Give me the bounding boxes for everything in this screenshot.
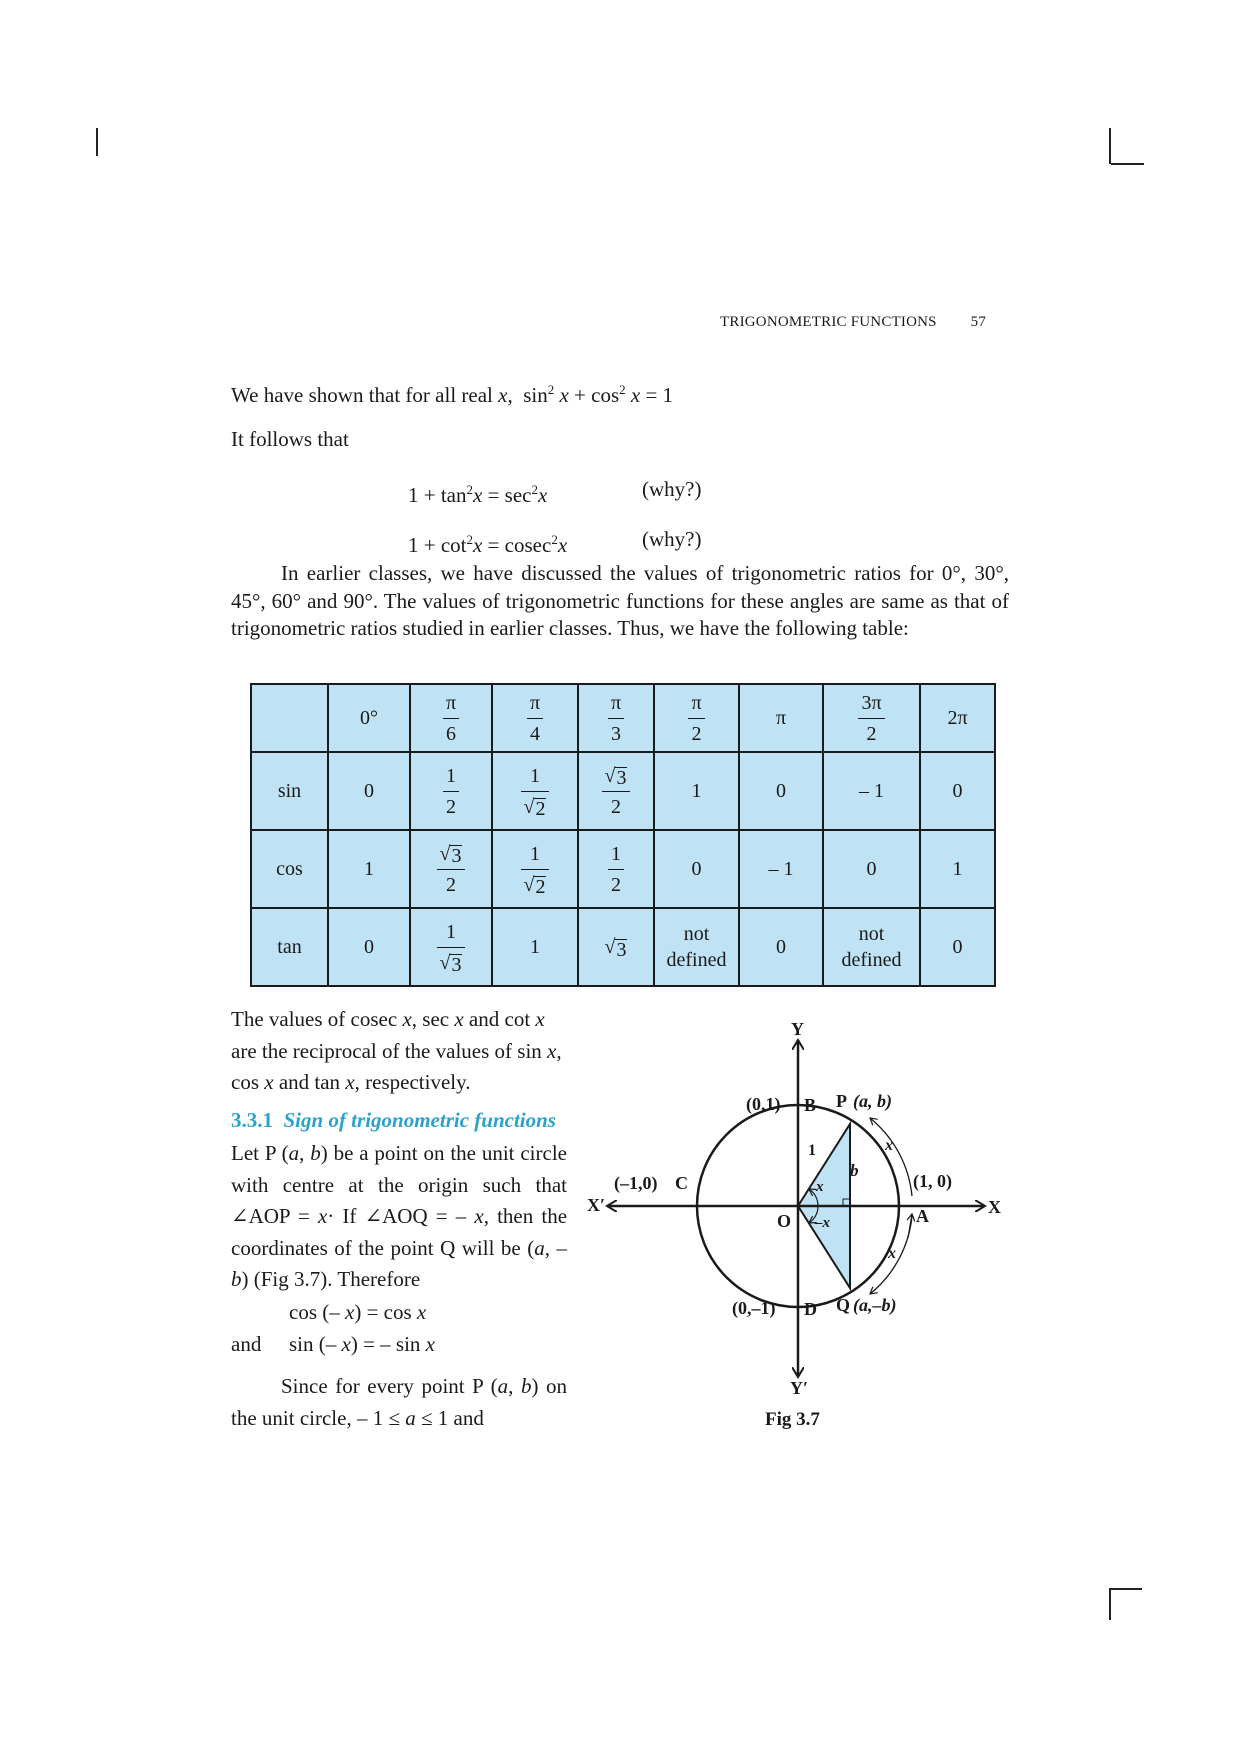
label-y-prime: Y′ — [790, 1378, 809, 1398]
cell-cos-0: 1 — [328, 830, 410, 908]
cell-cos-3pi2: 0 — [823, 830, 920, 908]
table-row-header — [251, 684, 995, 752]
label-x-prime: X′ — [587, 1195, 606, 1215]
cell-sin-pi3: √ 3 2 — [578, 752, 654, 830]
cell-tan-pi4: 1 — [492, 908, 578, 986]
and-label: and — [231, 1332, 262, 1356]
label-y: Y — [791, 1019, 804, 1039]
cell-cos-pi2: 0 — [654, 830, 739, 908]
crop-mark-top-right-horizontal — [1111, 163, 1144, 165]
cell-sin-0: 0 — [328, 752, 410, 830]
cell-cos-pi3: $\frac{1}{2}$ — [578, 830, 654, 908]
cell-header-pi3: $\frac{\pi}{3}$ — [578, 684, 654, 752]
table-row-cos — [251, 830, 995, 908]
label-q-coord: (a,–b) — [853, 1295, 897, 1315]
label-side-b: b — [850, 1161, 859, 1180]
cell-sin-pi4: 1 √ 2 — [492, 752, 578, 830]
cell-cos-pi4: 1 √ 2 — [492, 830, 578, 908]
trig-values-table — [250, 683, 996, 987]
cell-tan-pi: 0 — [739, 908, 823, 986]
cell-tan-pi3: √ 3 — [578, 908, 654, 986]
label-q: Q — [836, 1295, 851, 1315]
cell-sin-3pi2: – 1 — [823, 752, 920, 830]
label-a: A — [916, 1206, 929, 1226]
label-c: C — [675, 1173, 688, 1193]
page-number: 57 — [970, 314, 987, 330]
crop-mark-top-right-vertical — [1109, 128, 1111, 164]
cell-cos-pi: – 1 — [739, 830, 823, 908]
running-header — [720, 314, 986, 331]
cell-header-pi4: $\frac{\pi}{4}$ — [492, 684, 578, 752]
identity-tan-sec: $1 + \tan^2x = \sec^2x$ — [408, 482, 548, 507]
follows-line: It follows that — [231, 427, 349, 451]
since-paragraph: Since for every point P (a, b) on the unit circle, – 1 ≤ a ≤ 1 and — [231, 1374, 568, 1430]
label-angle-x: x — [816, 1179, 824, 1195]
label-b-coord: (0,1) — [746, 1094, 781, 1114]
cell-tan-0: 0 — [328, 908, 410, 986]
figure-caption: Fig 3.7 — [765, 1409, 820, 1430]
outer-arc-upper — [870, 1118, 912, 1196]
cell-header-0: 0° — [328, 684, 410, 752]
row-label-cos: cos — [251, 830, 328, 908]
cell-corner — [251, 684, 328, 752]
reciprocal-paragraph: The values of cosec x, sec x and cot x are the reciprocal of the values of sin x, cos x and tan x, respectively. — [231, 1007, 562, 1094]
unit-circle-figure — [580, 1005, 1020, 1475]
cell-sin-2pi: 0 — [920, 752, 995, 830]
table-row-sin — [251, 752, 995, 830]
identity-cot-cosec: $1 + \cot^2x = cosec^2x$ — [408, 532, 568, 557]
cell-sin-pi2: 1 — [654, 752, 739, 830]
label-d: D — [804, 1299, 817, 1319]
row-label-sin: sin — [251, 752, 328, 830]
cell-cos-2pi: 1 — [920, 830, 995, 908]
table-row-tan — [251, 908, 995, 986]
cell-sin-pi: 0 — [739, 752, 823, 830]
row-label-tan: tan — [251, 908, 328, 986]
section-body: Let P (a, b) be a point on the unit circle with centre at the origin such that ∠AOP = x· If ∠AOQ = – x, then the coordinates of the point Q will be (a, –b) (Fig 3.7). Therefore — [231, 1141, 568, 1291]
cell-header-3pi2: $\frac{3\pi}{2}$ — [823, 684, 920, 752]
label-d-coord: (0,–1) — [732, 1298, 776, 1318]
label-p-coord: (a, b) — [853, 1091, 892, 1111]
label-arc-x-upper: x — [885, 1137, 893, 1154]
label-a-coord: (1, 0) — [913, 1171, 952, 1191]
intro-line: We have shown that for all real x, $\sin^2 x + \cos^2 x = 1$ — [231, 382, 674, 407]
crop-mark-bottom-right-vertical — [1109, 1589, 1111, 1620]
label-arc-x-lower: x — [888, 1245, 896, 1262]
cell-tan-pi6: 1 √ 3 — [410, 908, 492, 986]
label-c-coord: (–1,0) — [614, 1173, 658, 1193]
section-heading: 3.3.1 Sign of trigonometric functions — [231, 1108, 556, 1132]
header-title: TRIGONOMETRIC FUNCTIONS — [720, 314, 937, 330]
point-a-arrow — [908, 1214, 912, 1238]
label-b: B — [804, 1095, 817, 1115]
cos-evenness: cos (– x) = cos x — [289, 1300, 427, 1324]
cell-tan-pi2: not defined — [654, 908, 739, 986]
cell-header-pi: π — [739, 684, 823, 752]
earlier-classes-paragraph: In earlier classes, we have discussed the values of trigonometric ratios for 0°, 30°, 45°, 60° and 90°. The values of trigonometric functions for these angles are same as that of trigonometric ratios studied in earlier classes. Thus, we have the following table: — [231, 561, 1009, 640]
why-2: (why?) — [642, 527, 702, 551]
cell-header-2pi: 2π — [920, 684, 995, 752]
label-p: P — [836, 1091, 847, 1111]
sin-oddness: sin (– x) = – sin x — [289, 1332, 435, 1356]
label-angle-negx: –x — [815, 1215, 830, 1231]
label-one: 1 — [808, 1142, 816, 1159]
label-x: X — [988, 1197, 1001, 1217]
cell-header-pi2: $\frac{\pi}{2}$ — [654, 684, 739, 752]
cell-cos-pi6: √ 3 2 — [410, 830, 492, 908]
cell-sin-pi6: $\frac{1}{2}$ — [410, 752, 492, 830]
crop-mark-top-left — [96, 128, 98, 156]
cell-tan-2pi: 0 — [920, 908, 995, 986]
cell-tan-3pi2: not defined — [823, 908, 920, 986]
crop-mark-bottom-right-horizontal — [1109, 1588, 1142, 1590]
why-1: (why?) — [642, 477, 702, 501]
label-origin: O — [777, 1211, 792, 1231]
cell-header-pi6: $\frac{\pi}{6}$ — [410, 684, 492, 752]
